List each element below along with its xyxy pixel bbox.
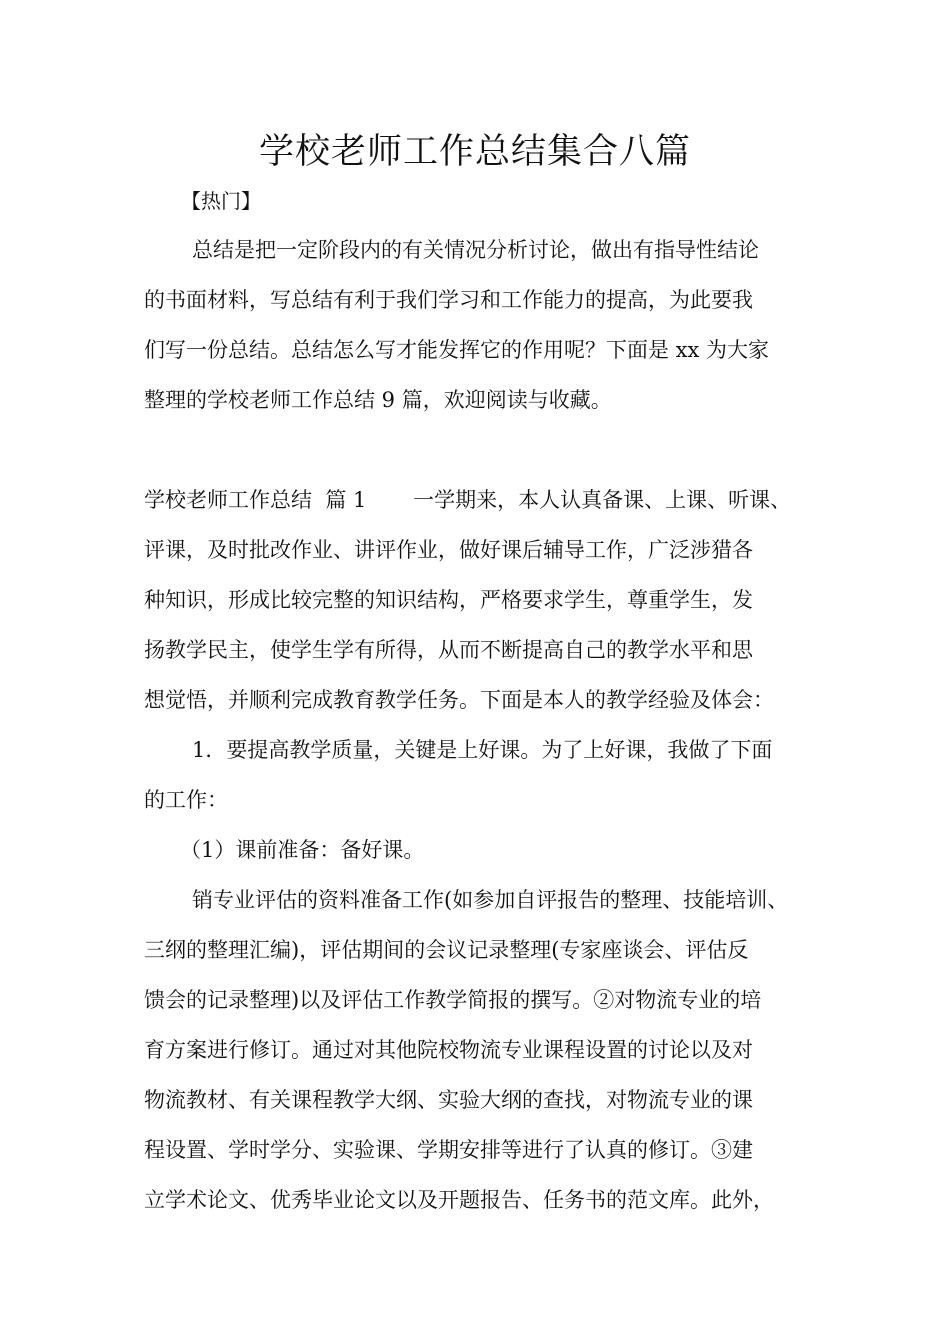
document-title: 学校老师工作总结集合八篇 bbox=[258, 132, 691, 172]
body-line: 馈会的记录整理)以及评估工作教学简报的撰写。②对物流专业的培 bbox=[144, 988, 762, 1012]
intro-line: 总结是把一定阶段内的有关情况分析讨论，做出有指导性结论 bbox=[192, 238, 759, 262]
body-line: 销专业评估的资料准备工作(如参加自评报告的整理、技能培训、 bbox=[192, 888, 789, 912]
body-line: 评课，及时批改作业、讲评作业，做好课后辅导工作，广泛涉猎各 bbox=[144, 538, 753, 562]
body-line: 的工作： bbox=[144, 788, 228, 812]
body-line: 种知识，形成比较完整的知识结构，严格要求学生，尊重学生，发 bbox=[144, 588, 753, 612]
body-line: 程设置、学时学分、实验课、学期安排等进行了认真的修订。③建 bbox=[144, 1138, 753, 1162]
section-heading-line: 学校老师工作总结 篇 1 一学期来，本人认真备课、上课、听课、 bbox=[144, 488, 792, 512]
body-line: 想觉悟，并顺利完成教育教学任务。下面是本人的教学经验及体会： bbox=[144, 688, 774, 712]
body-line: 三纲的整理汇编)，评估期间的会议记录整理(专家座谈会、评估反 bbox=[144, 938, 749, 962]
subheading-line: （1）课前准备：备好课。 bbox=[180, 838, 425, 862]
hot-tag: 【热门】 bbox=[181, 189, 261, 213]
body-line: 1．要提高教学质量，关键是上好课。为了上好课，我做了下面 bbox=[192, 738, 773, 762]
intro-line: 们写一份总结。总结怎么写才能发挥它的作用呢？下面是 xx 为大家 bbox=[144, 338, 770, 362]
body-line: 育方案进行修订。通过对其他院校物流专业课程设置的讨论以及对 bbox=[144, 1038, 753, 1062]
body-line: 扬教学民主，使学生学有所得，从而不断提高自己的教学水平和思 bbox=[144, 638, 753, 662]
body-line: 立学术论文、优秀毕业论文以及开题报告、任务书的范文库。此外， bbox=[144, 1188, 774, 1212]
body-line: 物流教材、有关课程教学大纲、实验大纲的查找，对物流专业的课 bbox=[144, 1088, 753, 1112]
intro-line: 整理的学校老师工作总结 9 篇，欢迎阅读与收藏。 bbox=[144, 388, 612, 412]
intro-line: 的书面材料，写总结有利于我们学习和工作能力的提高，为此要我 bbox=[144, 288, 753, 312]
